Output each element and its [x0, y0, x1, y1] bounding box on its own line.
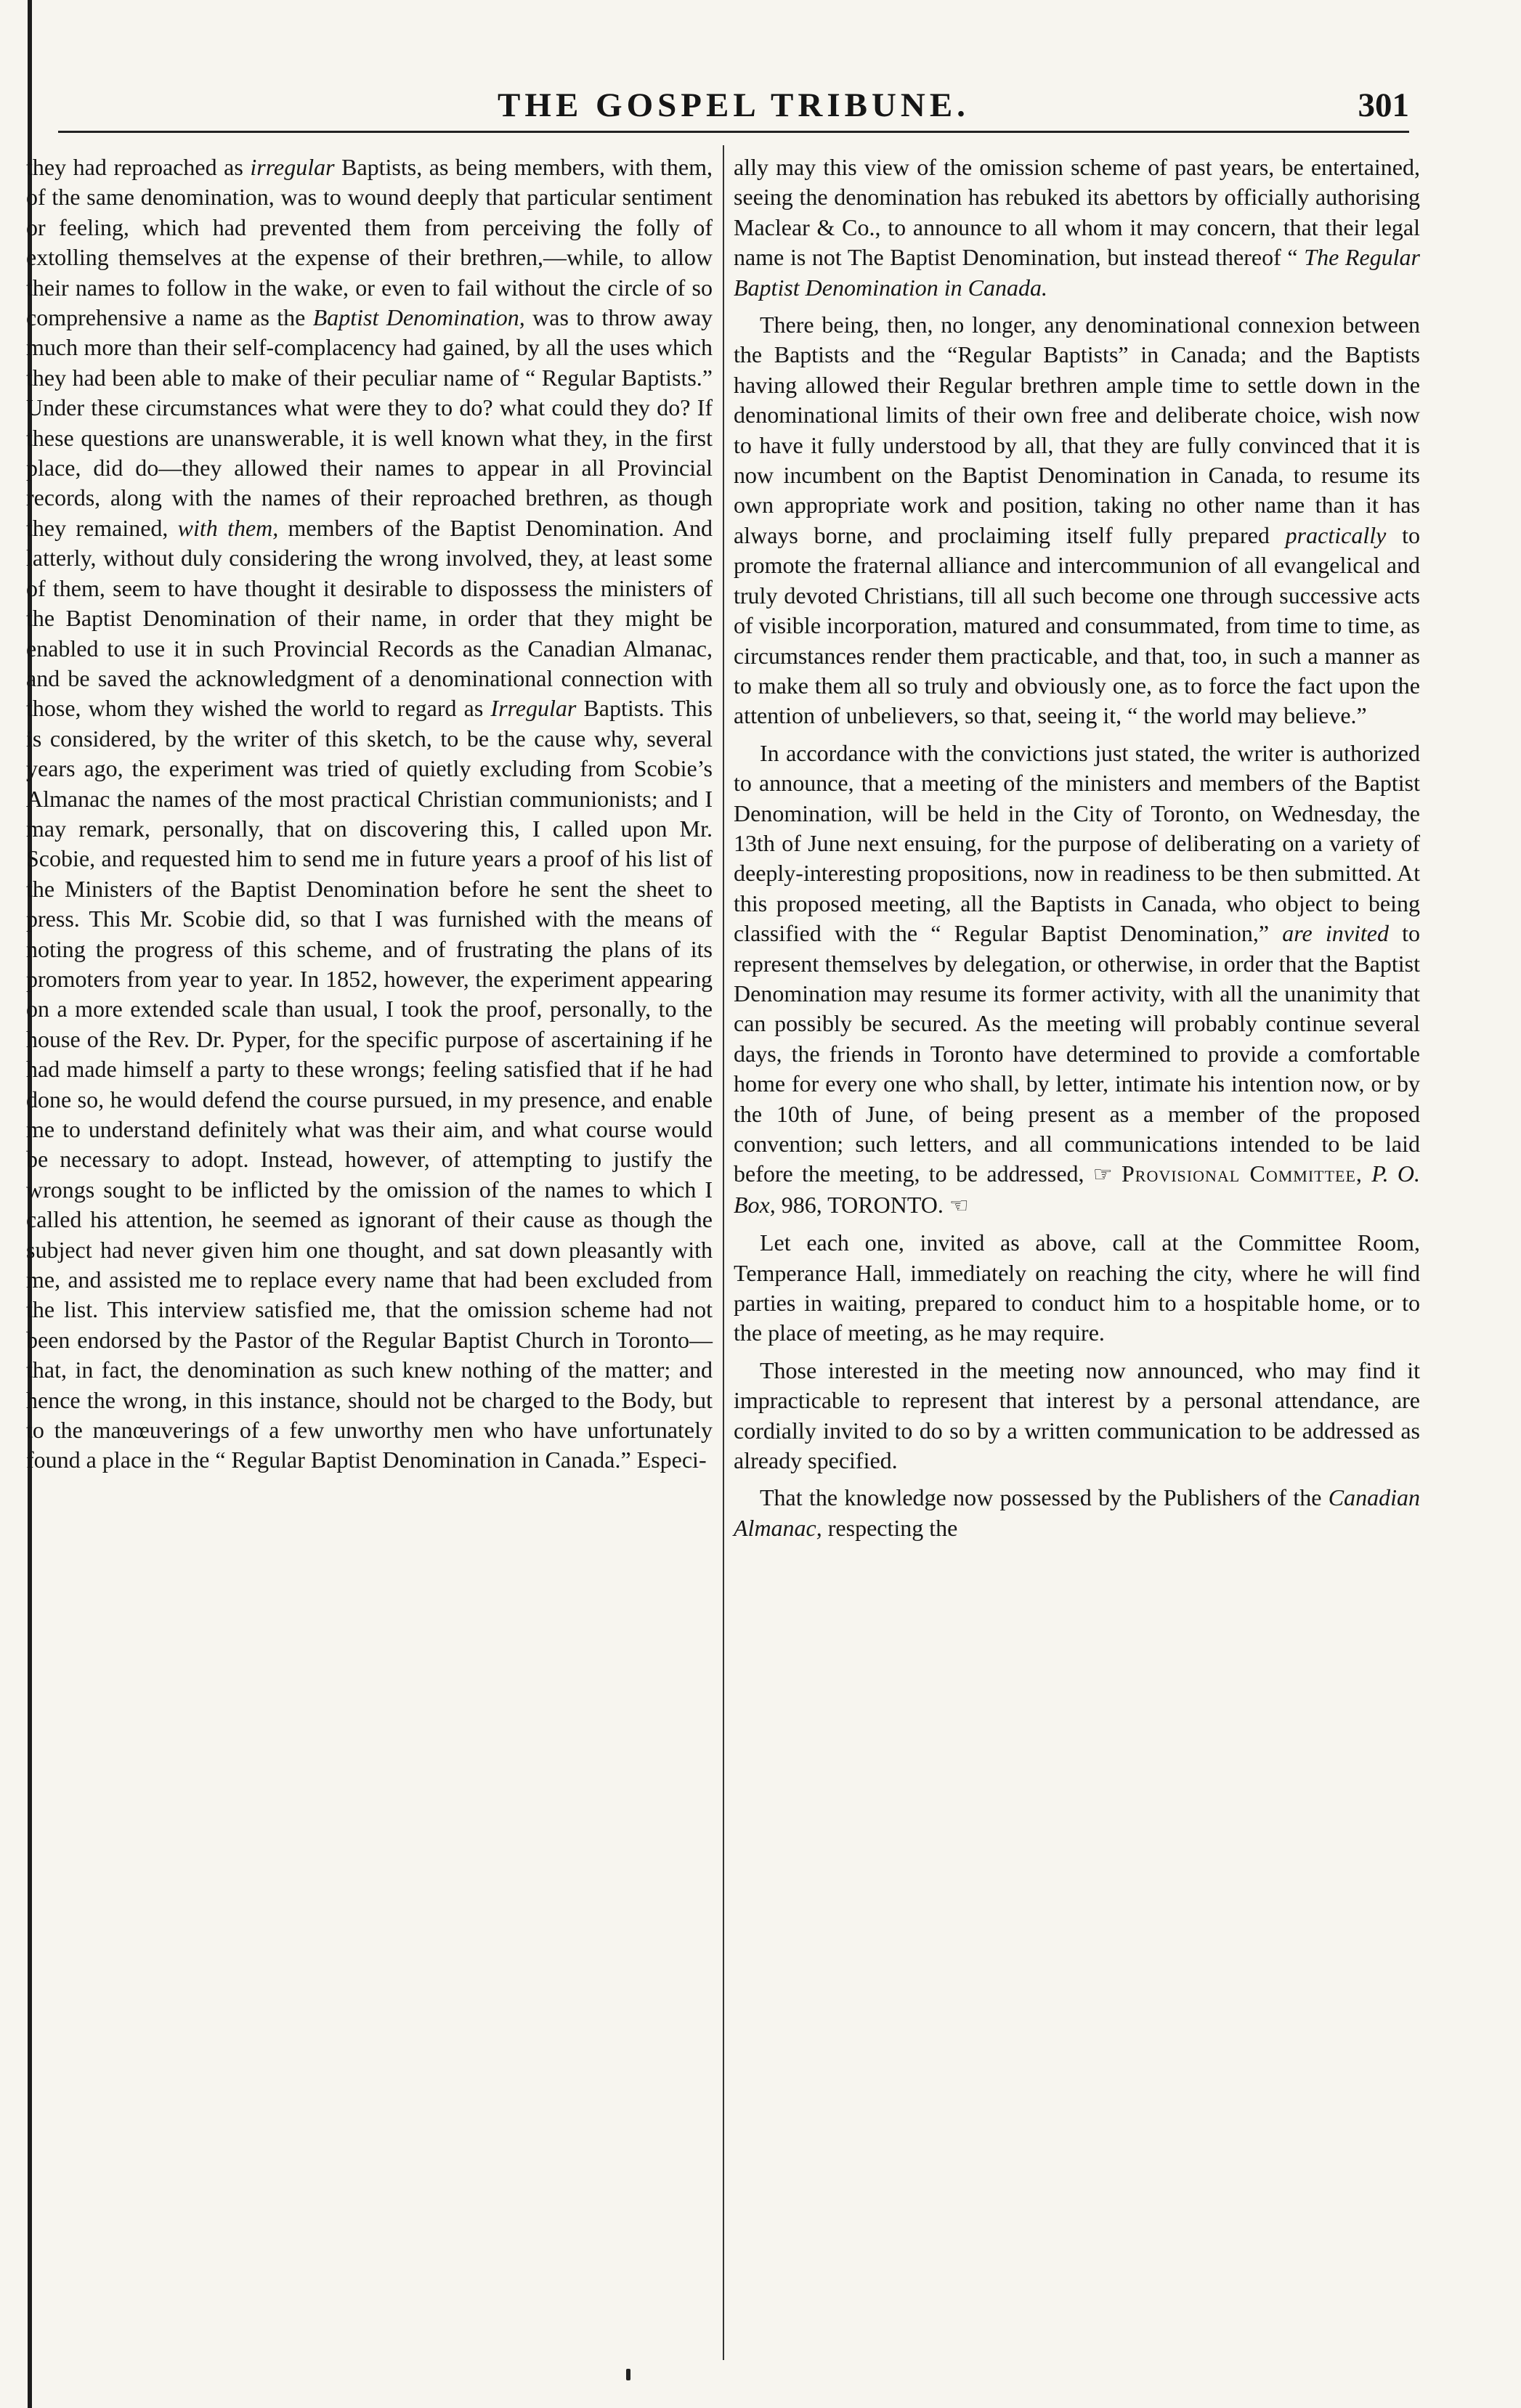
pointing-hand-left-icon: ☜ [949, 1192, 969, 1219]
italic-run: irregular [250, 154, 335, 180]
text-run: Baptists. This is considered, by the writer of this sketch, to be the cause why, several years ago, the experiment was tried of quietly excluding from Scobie’s Almanac the names of the most practical Christian communionists; and I may remark, personally, that on discovering this, I called upon Mr. Scobie, and requested him to send me in future years a proof of his list of the Ministers of the Baptist Denomination before he sent the sheet to press. This Mr. Scobie did, so that I was furnished with the means of noting the progress of this scheme, and of frustrating the plans of its promoters from year to year. In 1852, however, the experiment appearing on a more extended scale than usual, I took the proof, personally, to the house of the Rev. Dr. Pyper, for the specific purpose of ascertaining if he had made himself a party to these wrongs; feeling satisfied that if he had done so, he would defend the course pursued, in my presence, and enable me to understand definitely what was their aim, and what course would be necessary to adopt. Instead, however, of attempting to justify the wrongs sought to be inflicted by the omission of the names to which I called his attention, he seemed as ignorant of their cause as though the subject had never given him one thought, and sat down pleasantly with me, and assisted me to replace every name that had been excluded from the list. This interview satisfied me, that the omission scheme had not been endorsed by the Pastor of the Regular Baptist Church in Toronto—that, in fact, the denomination as such knew nothing of the matter; and hence the wrong, in this instance, should not be charged to the Body, but to the manœuverings of a few unworthy men who have unfortunately found a place in the “ Regular Baptist Denomination in Canada.” Especi- [26, 695, 713, 1473]
right-paragraph-3 [734, 739, 1420, 1221]
right-paragraph-1 [734, 152, 1420, 303]
text-run: ally may this view of the omission scheme of past years, be entertained, seeing the denomination has rebuked its abettors by officially authorising Maclear & Co., to announce to all whom it may concern, that their legal name is not The Baptist Denomination, but instead thereof “ [734, 154, 1420, 271]
right-column [734, 152, 1420, 2353]
header-rule [58, 131, 1409, 133]
column-divider [723, 145, 724, 2360]
text-run: Those interested in the meeting now announced, who may find it impracticable to represent that interest by a personal attendance, are cordially invited to do so by a written communication to be addressed as already specified. [734, 1356, 1420, 1474]
text-run: There being, then, no longer, any denominational connexion between the Baptists and the “Regular Baptists” in Canada; and the Baptists having allowed their Regular brethren ample time to settle down in the denominational limits of their own free and deliberate choice, wish now to have it fully understood by all, that they are fully convinced that it is now incumbent on the Baptist Denomination in Canada, to resume its own appropriate work and position, taking no other name than it has always borne, and proclaiming itself fully prepared [734, 312, 1420, 548]
text-run: respecting the [822, 1514, 958, 1541]
text-run: 986, TORONTO. [775, 1191, 949, 1218]
text-run: to represent themselves by delegation, or otherwise, in order that the Baptist Denomination may resume its former activity, with all the unanimity that can possibly be secured. As the meeting will probably continue several days, the friends in Toronto have determined to provide a comfortable home for every one who shall, by letter, intimate his intention now, or by the 10th of June, of being present as a member of the proposed convention; such letters, and all communications intended to be laid before the meeting, to be addressed, [734, 920, 1421, 1187]
right-paragraph-6 [734, 1483, 1420, 1543]
italic-run: are invited [1282, 920, 1389, 947]
italic-run: Baptist Denomination, [312, 304, 525, 331]
left-column [26, 152, 713, 2353]
text-run: Baptists, as being members, with them, of the same denomination, was to wound deeply that particular sentiment or feeling, which had prevented them from perceiving the folly of extolling themselves at the expense of their brethren,—while, to allow their names to follow in the wake, or even to fail without the circle of so comprehensive a name as the [26, 154, 713, 331]
text-run: was to throw away much more than their self-complacency had gained, by all the uses which they had been able to make of their peculiar name of “ Regular Baptists.” Under these circumstances what were they to do? what could they do? If these questions are unanswerable, it is well known what they, in the first place, did do—they allowed their names to appear in all Provincial records, along with the names of their reproached brethren, as though they remained, [26, 304, 713, 541]
italic-run: Canadian Almanac, [734, 1484, 1420, 1541]
italic-run: Irregular [490, 695, 577, 722]
italic-run: P. O. Box, [734, 1160, 1421, 1218]
print-mark [626, 2369, 630, 2380]
text-run: members of the Baptist Denomination. And latterly, without duly considering the wrong involved, they, at least some of them, seem to have thought it desirable to dispossess the ministers of the Baptist Denomination of their name, in order that they might be enabled to use it in such Provincial Records as the Canadian Almanac, and be saved the acknowledgment of a denominational connection with those, whom they wished the world to regard as [26, 514, 713, 722]
text-run: to promote the fraternal alliance and intercommunion of all evangelical and truly devoted Christians, till all such become one through successive acts of visible incorporation, matured and consummated, from time to time, as circumstances render them practicable, and that, too, in such a manner as to make them all so truly and obviously one, as to force the fact upon the attention of unbelievers, so that, seeing it, “ the world may believe.” [734, 521, 1421, 729]
text-run: That the knowledge now possessed by the Publishers of the [760, 1484, 1329, 1511]
right-paragraph-5 [734, 1356, 1420, 1476]
italic-run: The Regular Baptist Denomination in Canada. [734, 244, 1421, 301]
italic-run: practically [1285, 521, 1387, 548]
journal-title: THE GOSPEL TRIBUNE. [498, 86, 970, 124]
text-run: In accordance with the convictions just stated, the writer is authorized to announce, that a meeting of the ministers and members of the Baptist Denomination, will be held in the City of Toronto, on Wednesday, the 13th of June next ensuing, for the purpose of deliberating on a variety of deeply-interesting propositions, now in readiness to be then submitted. At this proposed meeting, all the Baptists in Canada, who object to being classified with the “ Regular Baptist Denomination,” [734, 739, 1420, 947]
italic-run: with them, [177, 514, 279, 541]
text-run: they had reproached as [26, 154, 251, 180]
small-caps-run: Provisional Committee, [1121, 1160, 1363, 1187]
right-paragraph-2 [734, 310, 1420, 731]
page-header [58, 86, 1409, 134]
right-paragraph-4 [734, 1228, 1420, 1349]
pointing-hand-right-icon: ☞ [1092, 1162, 1113, 1188]
text-run: Let each one, invited as above, call at the Committee Room, Temperance Hall, immediately on reaching the city, where he will find parties in waiting, prepared to conduct him to a hospitable home, or to the place of meeting, as he may require. [734, 1229, 1420, 1346]
left-paragraph-1 [26, 152, 713, 1476]
page-number: 301 [1358, 86, 1409, 124]
